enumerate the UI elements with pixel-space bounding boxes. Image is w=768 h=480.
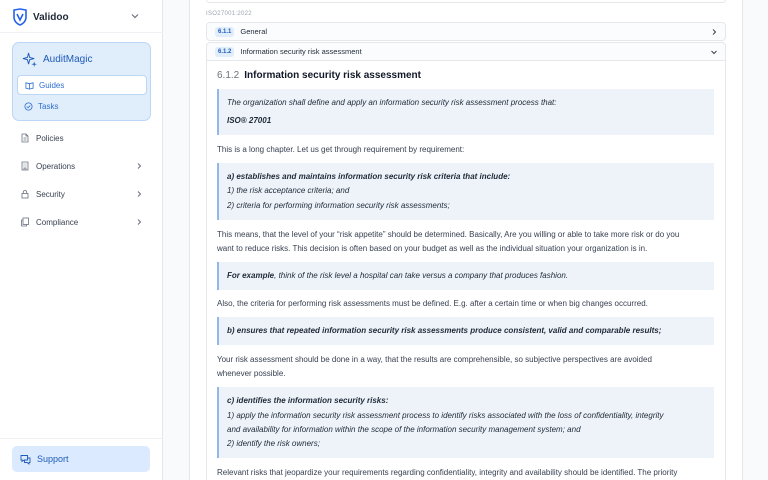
- main-content: [189, 0, 743, 480]
- check-circle-icon: [24, 102, 33, 111]
- iso-quote: [217, 89, 714, 135]
- lock-icon: [20, 189, 30, 199]
- sidebar-item-label: Compliance: [36, 217, 79, 227]
- sidebar-item-label: Policies: [36, 133, 64, 143]
- brand[interactable]: [12, 7, 69, 27]
- quote-line: The organization shall define and apply an information security risk assessment process that:: [227, 98, 557, 107]
- accordion-title: General: [240, 27, 268, 36]
- quote-line: c) identifies the information security risks:: [227, 396, 389, 405]
- paragraph: Your risk assessment should be done in a way, that the results are comprehensible, so subjective perspectives are avoided: [217, 355, 652, 364]
- section-heading: Information security risk assessment: [244, 70, 421, 81]
- quote-line: and availability for information within the scope of the information security management system; and: [227, 425, 581, 434]
- sidebar-item-policies[interactable]: [12, 127, 151, 149]
- paragraph: Relevant risks that jeopardize your requirements regarding confidentiality, integrity and availability should be identified. The priority: [217, 468, 678, 477]
- auditmagic-item-label: Guides: [39, 80, 65, 90]
- iso-quote: [217, 262, 714, 290]
- sidebar-item-compliance[interactable]: [12, 211, 151, 233]
- paragraph: This is a long chapter. Let us get through requirement by requirement:: [217, 145, 465, 154]
- validoo-logo-icon: [12, 8, 28, 26]
- clause-number-badge: 6.1.1: [215, 27, 234, 37]
- sidebar-item-operations[interactable]: [12, 155, 151, 177]
- quote-emphasis: For example: [227, 271, 275, 280]
- quote-line: 2) identify the risk owners;: [227, 439, 320, 448]
- paragraph: want to reduce risks. This decision is often based on your budget as well as the individual situation your organization is in.: [217, 244, 648, 253]
- brand-name: Validoo: [33, 11, 69, 23]
- chat-icon: [20, 454, 31, 465]
- quote-line: a) establishes and maintains information security risk criteria that include:: [227, 172, 511, 181]
- chevron-right-icon: [135, 218, 143, 226]
- clause-number-badge: 6.1.2: [215, 47, 234, 57]
- support-button[interactable]: [12, 446, 150, 472]
- quote-line: b) ensures that repeated information security risk assessments produce consistent, valid and comparable results;: [227, 326, 662, 335]
- quote-source: ISO® 27001: [227, 116, 272, 125]
- sidebar-item-label: Security: [36, 189, 65, 199]
- paragraph: whenever possible.: [217, 369, 286, 378]
- accordion-6-1-2[interactable]: [206, 42, 726, 61]
- auditmagic-header[interactable]: [22, 52, 92, 67]
- chevron-right-icon: [135, 190, 143, 198]
- iso-quote: [217, 387, 714, 458]
- previous-card-edge: [206, 0, 726, 3]
- building-icon: [20, 161, 30, 171]
- quote-line: 2) criteria for performing information security risk assessments;: [227, 201, 450, 210]
- quote-text: , think of the risk level a hospital can take versus a company that produces fashion.: [274, 271, 569, 280]
- accordion-title: Information security risk assessment: [240, 47, 362, 56]
- book-icon: [25, 81, 34, 90]
- quote-line: 1) the risk acceptance criteria; and: [227, 186, 350, 195]
- standard-label: ISO27001:2022: [206, 11, 252, 17]
- iso-quote: [217, 317, 714, 345]
- paragraph: Also, the criteria for performing risk assessments must be defined. E.g. after a certain time or when big changes occurred.: [217, 299, 648, 308]
- auditmagic-item-tasks[interactable]: [17, 96, 147, 116]
- chevron-right-icon: [710, 28, 718, 36]
- sidebar: [0, 0, 163, 480]
- chevron-right-icon: [135, 162, 143, 170]
- sidebar-item-security[interactable]: [12, 183, 151, 205]
- accordion-6-1-1[interactable]: [206, 22, 726, 41]
- quote-line: [227, 271, 568, 280]
- iso-quote: [217, 163, 714, 220]
- auditmagic-title: AuditMagic: [43, 54, 93, 65]
- paragraph: This means, that the level of your “risk appetite” should be determined. Basically, Are you willing or able to take more risk or do you: [217, 230, 680, 239]
- chevron-down-icon[interactable]: [130, 11, 140, 21]
- section-number: 6.1.2: [217, 70, 240, 81]
- sidebar-item-label: Operations: [36, 161, 76, 171]
- chevron-down-icon: [710, 48, 718, 56]
- copy-icon: [20, 217, 30, 227]
- auditmagic-item-label: Tasks: [38, 101, 59, 111]
- section-title: [217, 70, 421, 81]
- divider: [0, 32, 163, 33]
- auditmagic-item-guides[interactable]: [17, 75, 147, 95]
- sparkles-icon: [22, 52, 37, 67]
- auditmagic-panel: [12, 42, 151, 121]
- support-label: Support: [37, 454, 69, 464]
- divider: [0, 438, 163, 439]
- quote-line: 1) apply the information security risk assessment process to identify risks associated with the loss of confidentiality, integrity: [227, 411, 664, 420]
- document-icon: [20, 133, 30, 143]
